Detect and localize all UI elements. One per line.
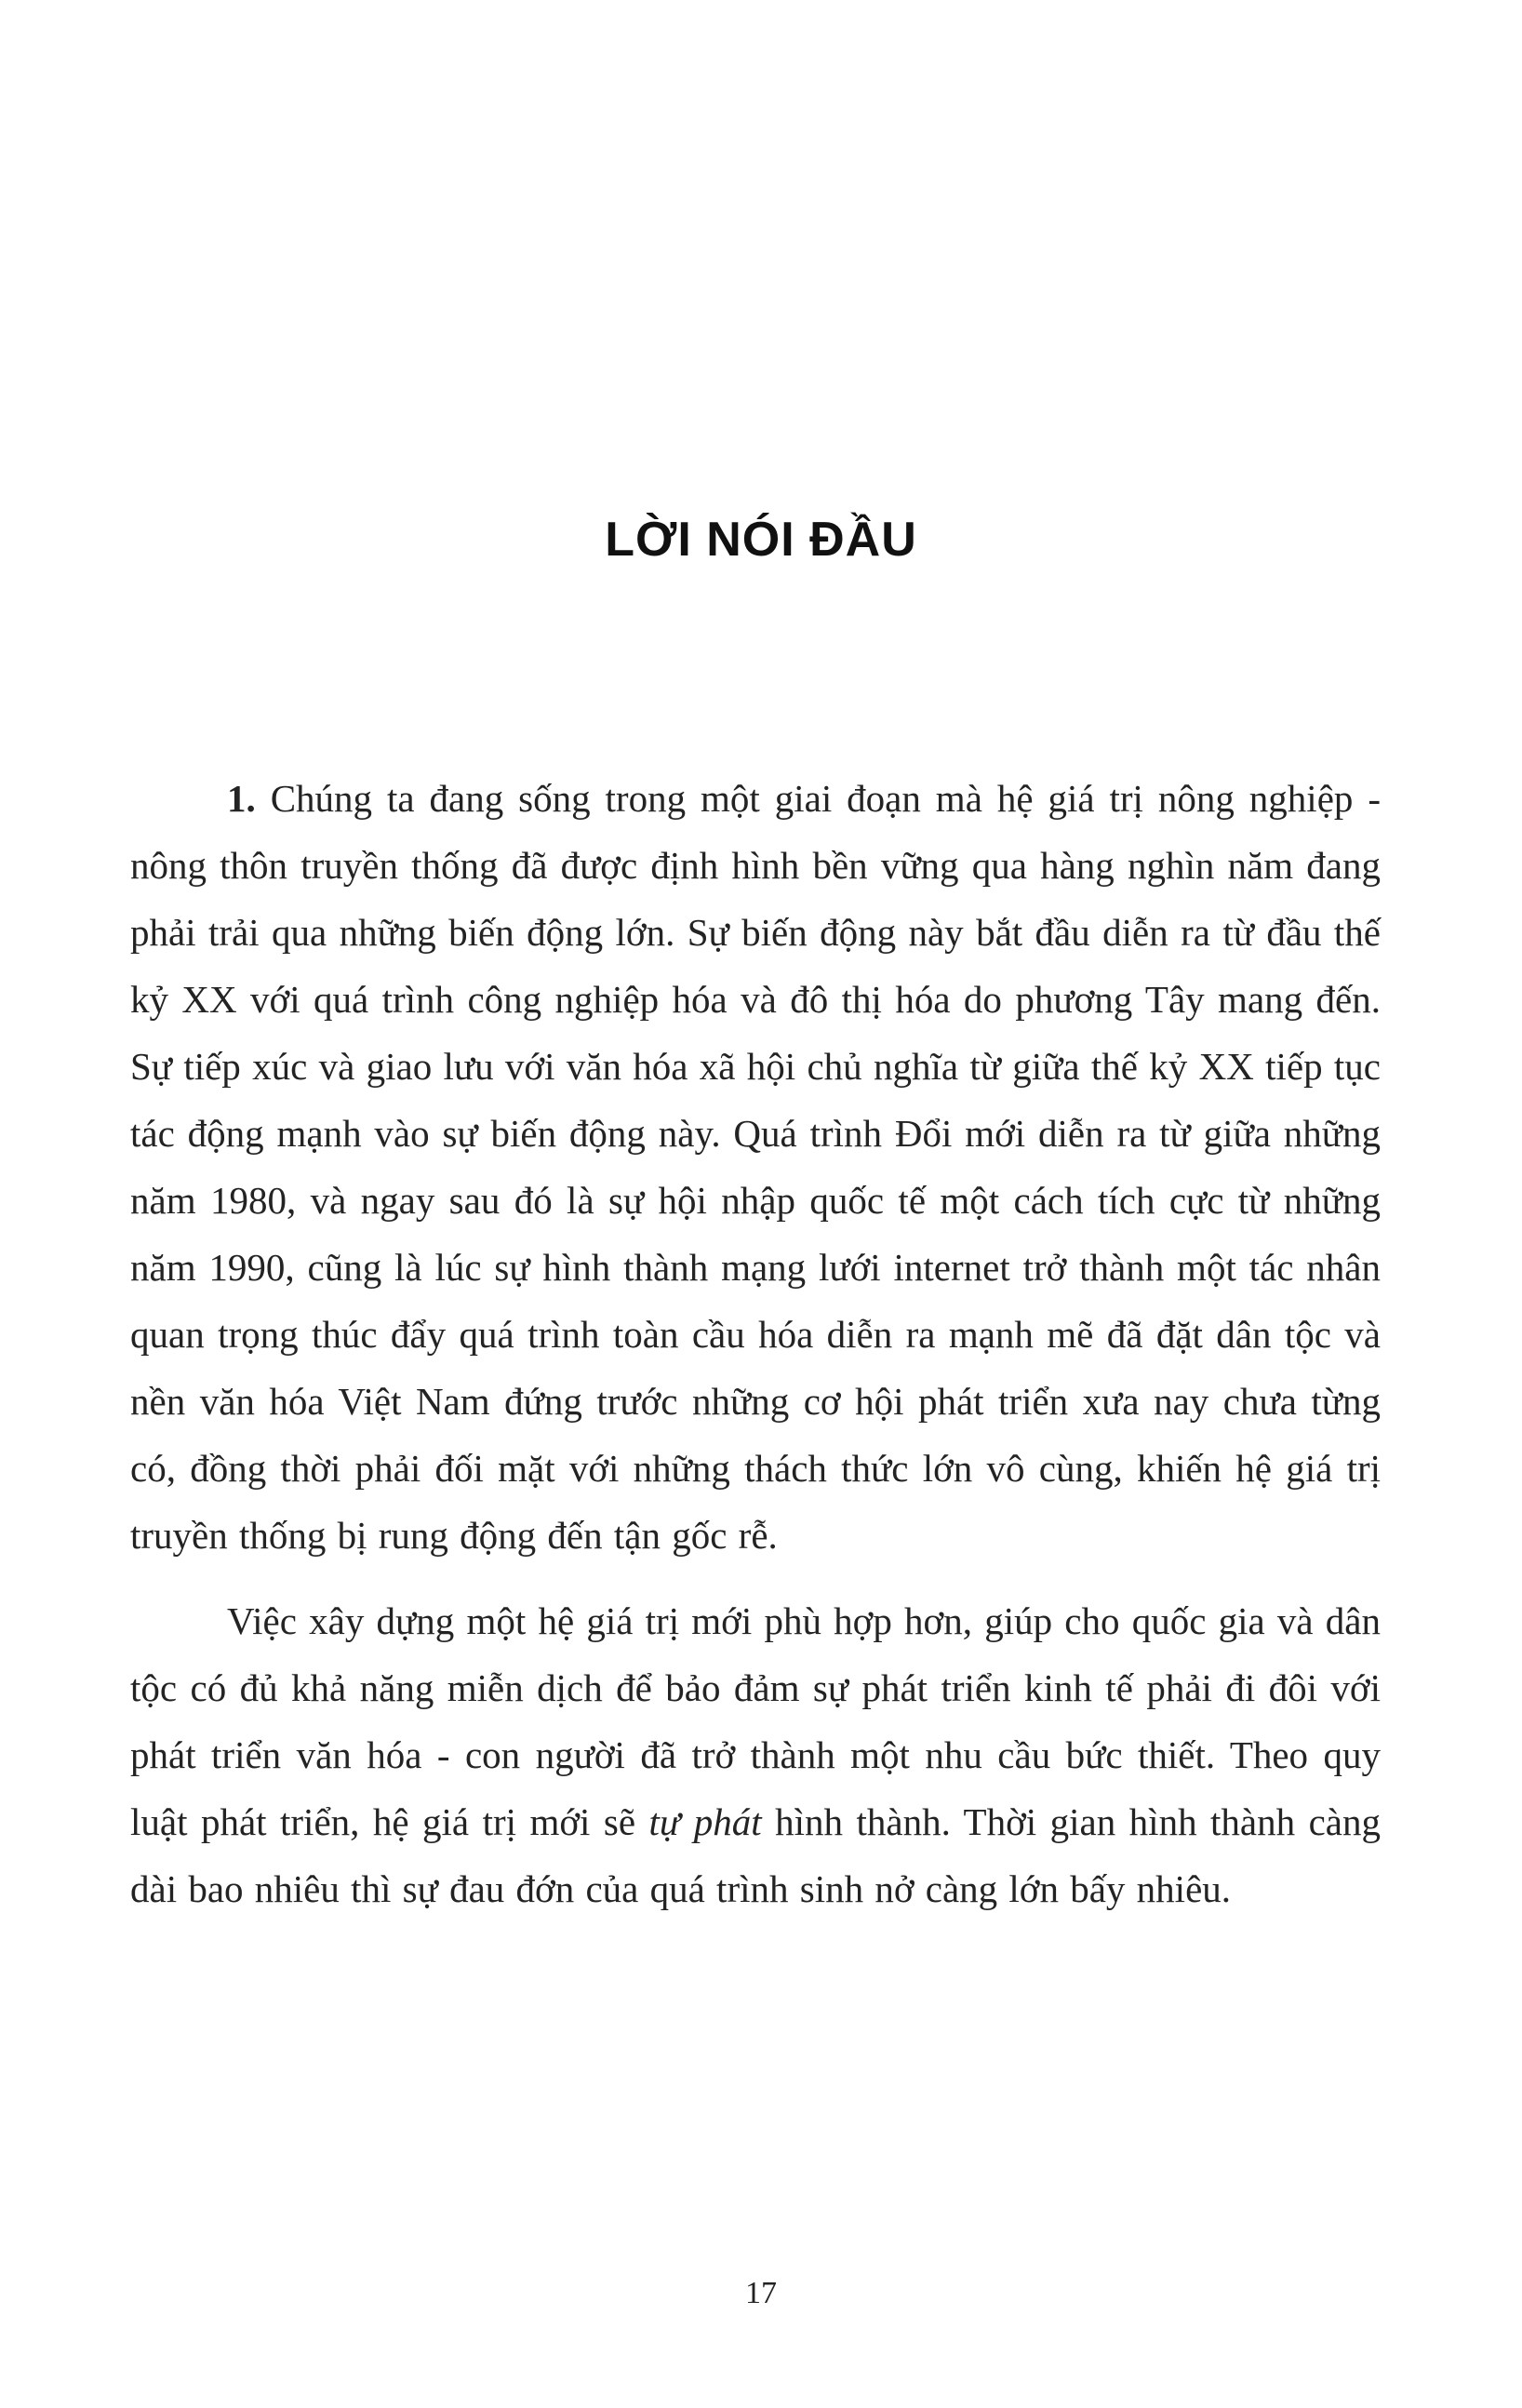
chapter-title: LỜI NÓI ĐẦU [605, 512, 917, 567]
paragraph-2-text-end: hình thành. Thời gian hình thành càng dài bao nhiêu thì sự đau đớn của quá trình sinh nở càng lớn bấy nhiêu. [130, 1799, 1381, 1910]
paragraph-1 [130, 765, 1381, 1569]
paragraph-2 [130, 1587, 1381, 1922]
body-text [130, 765, 1381, 1922]
paragraph-1-text: Chúng ta đang sống trong một giai đoạn mà hệ giá trị nông nghiệp - nông thôn truyền thống đã được định hình bền vững qua hàng nghìn năm đang phải trải qua những biến động lớn. Sự biến động này bắt đầu diễn ra từ đầu thế kỷ XX với quá trình công nghiệp hóa và đô thị hóa do phương Tây mang đến. Sự tiếp xúc và giao lưu với văn hóa xã hội chủ nghĩa từ giữa thế kỷ XX tiếp tục tác động mạnh vào sự biến động này. Quá trình Đổi mới diễn ra từ giữa những năm 1980, và ngay sau đó là sự hội nhập quốc tế một cách tích cực từ những năm 1990, cũng là lúc sự hình thành mạng lưới internet trở thành một tác nhân quan trọng thúc đẩy quá trình toàn cầu hóa diễn ra mạnh mẽ đã đặt dân tộc và nền văn hóa Việt Nam đứng trước những cơ hội phát triển xưa nay chưa từng có, đồng thời phải đối mặt với những thách thức lớn vô cùng, khiến hệ giá trị truyền thống bị rung động đến tận gốc rễ. [130, 776, 1381, 1557]
paragraph-2-text-start: Việc xây dựng một hệ giá trị mới phù hợp hơn, giúp cho quốc gia và dân tộc có đủ khả năng miễn dịch để bảo đảm sự phát triển kinh tế phải đi đôi với phát triển văn hóa - con người đã trở thành một nhu cầu bức thiết. Theo quy luật phát triển, hệ giá trị mới sẽ [130, 1599, 1381, 1843]
page-number: 17 [745, 2276, 777, 2310]
paragraph-1-number: 1. [227, 776, 256, 820]
paragraph-2-italic-phrase: tự phát [648, 1799, 762, 1843]
